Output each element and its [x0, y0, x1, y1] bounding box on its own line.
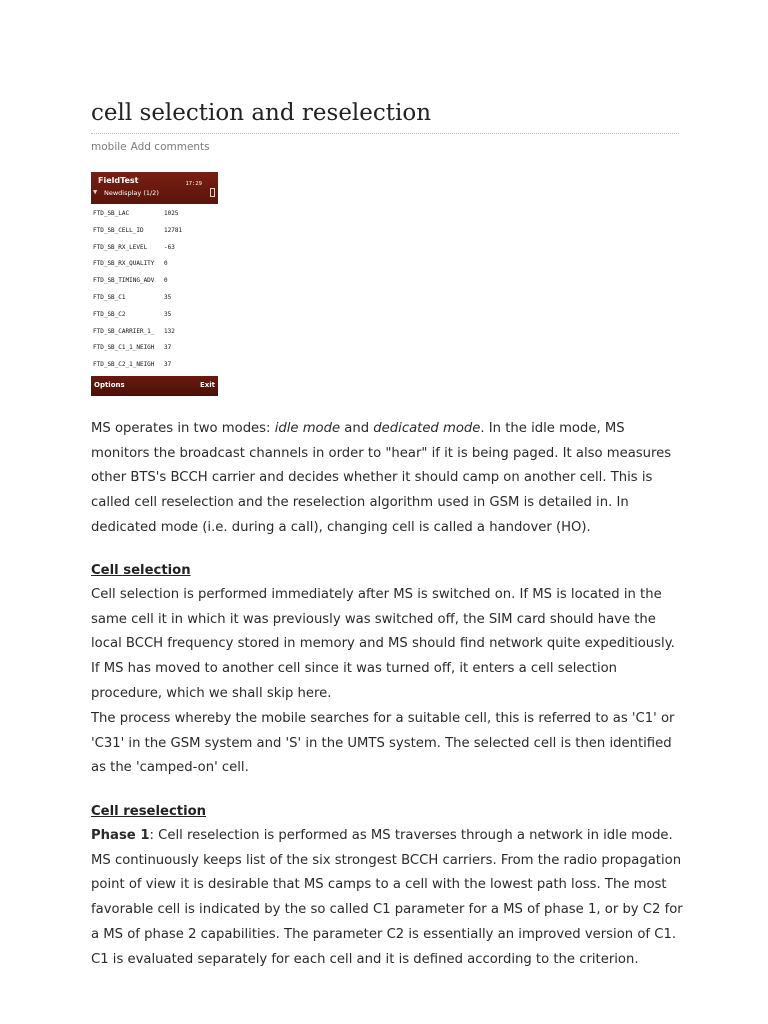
- phone-row-value: 35: [164, 294, 172, 301]
- phone-row-key: FTD_SB_CELL_ID: [93, 226, 144, 234]
- idle-mode-term: idle mode: [274, 421, 341, 436]
- options-softkey: Options: [94, 381, 125, 389]
- phone-row: [93, 277, 168, 291]
- intro-text: . In the idle mode, MS monitors the broadcast channels in order to "hear" if it is being paged. It also measures other BTS's BCCH carrier and decides whether it should camp on another cell. This is called cell reselection and the reselection algorithm used in GSM is detailed in. In dedicated mode (i.e. during a call), changing cell is called a handover (HO).: [91, 421, 672, 535]
- phone-app-name: FieldTest: [98, 176, 139, 185]
- phone-row: [93, 227, 182, 241]
- phone-row: [93, 244, 175, 258]
- phone-row-value: -63: [164, 243, 175, 251]
- dedicated-mode-term: dedicated mode: [373, 421, 481, 436]
- intro-text: MS operates in two modes:: [91, 421, 275, 436]
- phone-row-value: 0: [164, 260, 168, 268]
- phone-row-key: FTD_SB_C1: [93, 294, 126, 301]
- phone-row: [93, 361, 171, 375]
- cell-reselection-heading: Cell reselection: [91, 804, 207, 819]
- intro-paragraph: [91, 417, 683, 541]
- phone-row: [93, 344, 171, 358]
- phase-label: Phase 1: [91, 828, 150, 843]
- battery-icon: [210, 188, 215, 197]
- phone-header: [91, 172, 218, 204]
- phone-row-key: FTD_SB_C1_1_NEIGH: [93, 344, 155, 352]
- cell-selection-paragraph-2: The process whereby the mobile searches for a suitable cell, this is referred to as 'C1' or 'C31' in the GSM system and 'S' in the UMTS system. The selected cell is then identified as the 'camped-on' cell.: [91, 711, 675, 776]
- category-link[interactable]: mobile: [91, 141, 127, 153]
- phone-row-key: FTD_SB_C2: [93, 310, 126, 318]
- phase-text: : Cell reselection is performed as MS traverses through a network in idle mode. MS continuously keeps list of the six strongest BCCH carriers. From the radio propagation point of view it is desirable that MS camps to a cell with the lowest path loss. The most favorable cell is indicated by the so called C1 parameter for a MS of phase 1, or by C2 for a MS of phase 2 capabilities. The parameter C2 is essentially an improved version of C1. C1 is evaluated separately for each cell and it is defined according to the criterion.: [91, 828, 683, 967]
- phone-time: 17:29: [185, 181, 202, 187]
- phone-row-value: 35: [164, 310, 172, 318]
- phone-row-key: FTD_SB_C2_1_NEIGH: [93, 361, 155, 369]
- phone-row: [93, 328, 175, 342]
- phone-subtitle: Newdisplay (1/2): [104, 189, 159, 197]
- phone-row-key: FTD_SB_LAC: [93, 210, 130, 217]
- phone-row-value: 0: [164, 277, 168, 285]
- title-divider: [91, 133, 679, 134]
- phone-row: [93, 210, 178, 224]
- phone-row: [93, 311, 171, 325]
- signal-icon: ▼: [93, 188, 98, 196]
- phone-row-value: 37: [164, 361, 172, 369]
- intro-text: and: [340, 421, 374, 436]
- phone-row: [93, 294, 171, 308]
- phone-row-key: FTD_SB_RX_QUALITY: [93, 260, 155, 268]
- phone-row-value: 132: [164, 327, 175, 335]
- cell-selection-heading: Cell selection: [91, 563, 191, 578]
- phone-row: [93, 260, 168, 274]
- page-title: cell selection and reselection: [91, 100, 432, 126]
- exit-softkey: Exit: [199, 381, 215, 389]
- phone-row-value: 1025: [164, 210, 179, 217]
- add-comments-link[interactable]: Add comments: [130, 141, 210, 153]
- phone-softkey-bar: [91, 376, 218, 396]
- phone-row-key: FTD_SB_CARRIER_1_: [93, 327, 155, 335]
- cell-selection-paragraph: Cell selection is performed immediately after MS is switched on. If MS is located in the same cell it in which it was previously was switched off, the SIM card should have the local BCCH frequency stored in memory and MS should find network quite expeditiously. If MS has moved to another cell since it was turned off, it enters a cell selection procedure, which we shall skip here.: [91, 587, 675, 701]
- phone-row-key: FTD_SB_RX_LEVEL: [93, 243, 148, 251]
- phone-row-value: 12781: [164, 226, 183, 234]
- phone-row-key: FTD_SB_TIMING_ADV: [93, 277, 155, 285]
- phone-row-value: 37: [164, 344, 172, 352]
- post-meta: [91, 141, 210, 153]
- cell-reselection-paragraph: [91, 824, 683, 972]
- phone-screenshot: [91, 172, 218, 396]
